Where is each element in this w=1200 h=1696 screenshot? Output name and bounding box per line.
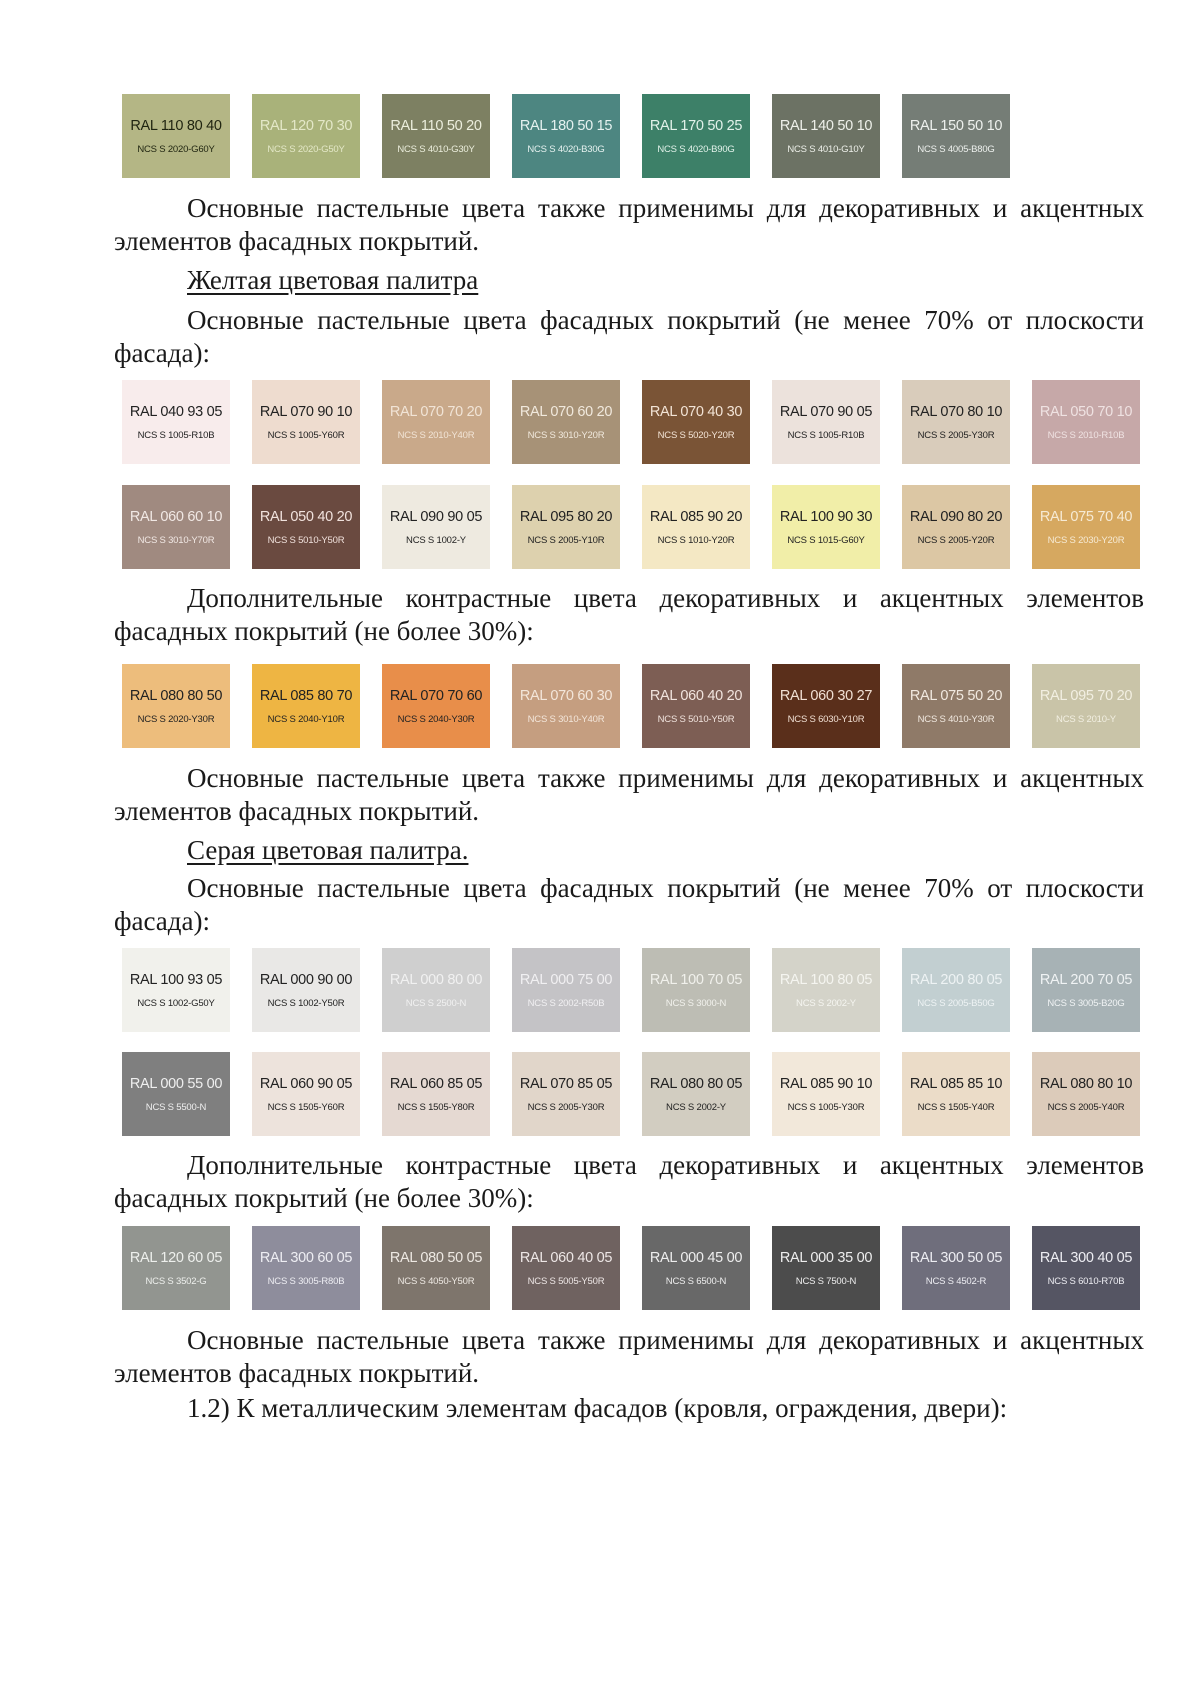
ncs-code: NCS S 2010-R10B: [1047, 429, 1125, 441]
ncs-code: NCS S 1505-Y80R: [397, 1101, 475, 1113]
ncs-code: NCS S 3502-G: [145, 1275, 207, 1287]
color-swatch: [902, 664, 1010, 748]
ncs-code: NCS S 4050-Y50R: [397, 1275, 475, 1287]
color-swatch: [382, 1226, 490, 1310]
ncs-code: NCS S 1002-G50Y: [137, 997, 215, 1009]
ral-code: RAL 085 90 10: [779, 1075, 873, 1092]
ncs-code: NCS S 5020-Y20R: [657, 429, 735, 441]
yellow-palette-row-3: [122, 664, 1140, 748]
ral-code: RAL 085 80 70: [259, 687, 353, 704]
color-swatch: [382, 948, 490, 1032]
ncs-code: NCS S 5005-Y50R: [527, 1275, 605, 1287]
ral-code: RAL 080 50 05: [389, 1249, 483, 1266]
ral-code: RAL 060 30 27: [779, 687, 873, 704]
color-swatch: [642, 1226, 750, 1310]
ncs-code: NCS S 2005-Y40R: [1047, 1101, 1125, 1113]
color-swatch: [642, 380, 750, 464]
paragraph-yellow-contrast: Дополнительные контрастные цвета декоративных и акцентных элементов фасадных покрытий (не более 30%):: [114, 583, 1144, 646]
color-swatch: [772, 948, 880, 1032]
paragraph-gray-note: Основные пастельные цвета также применимы для декоративных и акцентных элементов фасадных покрытий.: [114, 1325, 1144, 1388]
ncs-code: NCS S 4020-B90G: [657, 143, 735, 155]
color-swatch: [252, 1052, 360, 1136]
ncs-code: NCS S 2020-G50Y: [267, 143, 345, 155]
gray-palette-row-3: [122, 1226, 1140, 1310]
paragraph-yellow-main: Основные пастельные цвета фасадных покрытий (не менее 70% от плоскости фасада):: [114, 305, 1144, 368]
ncs-code: NCS S 1505-Y40R: [917, 1101, 995, 1113]
ral-code: RAL 120 70 30: [259, 117, 353, 134]
color-swatch: [902, 380, 1010, 464]
yellow-palette-row-2: [122, 485, 1140, 569]
color-swatch: [382, 94, 490, 178]
ral-code: RAL 200 80 05: [909, 971, 1003, 988]
color-swatch: [122, 664, 230, 748]
ral-code: RAL 060 40 20: [649, 687, 743, 704]
ncs-code: NCS S 3010-Y70R: [137, 534, 215, 546]
ncs-code: NCS S 2020-Y30R: [137, 713, 215, 725]
ncs-code: NCS S 2040-Y30R: [397, 713, 475, 725]
ncs-code: NCS S 6030-Y10R: [787, 713, 865, 725]
color-swatch: [1032, 1052, 1140, 1136]
ral-code: RAL 100 80 05: [779, 971, 873, 988]
ncs-code: NCS S 1505-Y60R: [267, 1101, 345, 1113]
ncs-code: NCS S 2010-Y40R: [397, 429, 475, 441]
ral-code: RAL 300 40 05: [1039, 1249, 1133, 1266]
ral-code: RAL 090 80 20: [909, 508, 1003, 525]
color-swatch: [1032, 485, 1140, 569]
ncs-code: NCS S 2500-N: [405, 997, 467, 1009]
color-swatch: [642, 948, 750, 1032]
ncs-code: NCS S 2005-Y30R: [527, 1101, 605, 1113]
paragraph-green-note: Основные пастельные цвета также применимы для декоративных и акцентных элементов фасадных покрытий.: [114, 193, 1144, 256]
green-palette-row: [122, 94, 1010, 178]
ncs-code: NCS S 1005-Y60R: [267, 429, 345, 441]
ral-code: RAL 000 45 00: [649, 1249, 743, 1266]
gray-palette-row-1: [122, 948, 1140, 1032]
ral-code: RAL 200 70 05: [1039, 971, 1133, 988]
color-swatch: [252, 948, 360, 1032]
color-swatch: [512, 380, 620, 464]
color-swatch: [252, 94, 360, 178]
ncs-code: NCS S 5010-Y50R: [657, 713, 735, 725]
ncs-code: NCS S 1010-Y20R: [657, 534, 735, 546]
color-swatch: [122, 380, 230, 464]
ncs-code: NCS S 4010-Y30R: [917, 713, 995, 725]
color-swatch: [772, 380, 880, 464]
yellow-palette-row-1: [122, 380, 1140, 464]
ral-code: RAL 070 60 20: [519, 403, 613, 420]
color-swatch: [252, 664, 360, 748]
ncs-code: NCS S 6500-N: [665, 1275, 727, 1287]
ncs-code: NCS S 2002-Y: [666, 1101, 726, 1113]
paragraph-metal-elements: 1.2) К металлическим элементам фасадов (кровля, ограждения, двери):: [187, 1393, 1008, 1423]
color-swatch: [1032, 1226, 1140, 1310]
color-swatch: [512, 485, 620, 569]
ncs-code: NCS S 1002-Y50R: [267, 997, 345, 1009]
ral-code: RAL 120 60 05: [129, 1249, 223, 1266]
ral-code: RAL 070 70 20: [389, 403, 483, 420]
ncs-code: NCS S 1002-Y: [406, 534, 466, 546]
ral-code: RAL 000 55 00: [129, 1075, 223, 1092]
ncs-code: NCS S 3005-R80B: [267, 1275, 345, 1287]
ral-code: RAL 100 90 30: [779, 508, 873, 525]
ral-code: RAL 075 50 20: [909, 687, 1003, 704]
color-swatch: [122, 948, 230, 1032]
ncs-code: NCS S 2020-G60Y: [137, 143, 215, 155]
color-swatch: [772, 94, 880, 178]
ncs-code: NCS S 3005-B20G: [1047, 997, 1125, 1009]
ral-code: RAL 000 90 00: [259, 971, 353, 988]
ral-code: RAL 060 60 10: [129, 508, 223, 525]
color-swatch: [512, 664, 620, 748]
ncs-code: NCS S 2005-Y20R: [917, 534, 995, 546]
ncs-code: NCS S 4020-B30G: [527, 143, 605, 155]
ral-code: RAL 070 40 30: [649, 403, 743, 420]
ncs-code: NCS S 4502-R: [925, 1275, 987, 1287]
color-swatch: [772, 1226, 880, 1310]
color-swatch: [512, 1052, 620, 1136]
color-swatch: [1032, 380, 1140, 464]
color-swatch: [772, 664, 880, 748]
ral-code: RAL 110 80 40: [130, 117, 222, 134]
ral-code: RAL 070 70 60: [389, 687, 483, 704]
ral-code: RAL 095 80 20: [519, 508, 613, 525]
ncs-code: NCS S 2005-Y10R: [527, 534, 605, 546]
ral-code: RAL 085 85 10: [909, 1075, 1003, 1092]
ncs-code: NCS S 1005-Y30R: [787, 1101, 865, 1113]
ncs-code: NCS S 1005-R10B: [137, 429, 215, 441]
ncs-code: NCS S 2030-Y20R: [1047, 534, 1125, 546]
color-swatch: [902, 1226, 1010, 1310]
ral-code: RAL 050 70 10: [1039, 403, 1133, 420]
color-swatch: [252, 380, 360, 464]
ral-code: RAL 100 93 05: [129, 971, 223, 988]
ncs-code: NCS S 6010-R70B: [1047, 1275, 1125, 1287]
ral-code: RAL 070 90 05: [779, 403, 873, 420]
ncs-code: NCS S 5500-N: [145, 1101, 207, 1113]
ral-code: RAL 085 90 20: [649, 508, 743, 525]
color-swatch: [772, 1052, 880, 1136]
color-swatch: [382, 1052, 490, 1136]
color-swatch: [122, 94, 230, 178]
ral-code: RAL 140 50 10: [779, 117, 873, 134]
ral-code: RAL 075 70 40: [1039, 508, 1133, 525]
ncs-code: NCS S 4005-B80G: [917, 143, 995, 155]
color-swatch: [642, 664, 750, 748]
ral-code: RAL 300 50 05: [909, 1249, 1003, 1266]
ral-code: RAL 100 70 05: [649, 971, 743, 988]
color-swatch: [772, 485, 880, 569]
ncs-code: NCS S 2002-Y: [796, 997, 856, 1009]
yellow-palette-heading: Желтая цветовая палитра: [187, 265, 479, 295]
ral-code: RAL 170 50 25: [649, 117, 743, 134]
ral-code: RAL 095 70 20: [1039, 687, 1133, 704]
ncs-code: NCS S 2005-B50G: [917, 997, 995, 1009]
color-swatch: [642, 1052, 750, 1136]
color-swatch: [122, 485, 230, 569]
ral-code: RAL 090 90 05: [389, 508, 483, 525]
ral-code: RAL 000 35 00: [779, 1249, 873, 1266]
color-swatch: [902, 948, 1010, 1032]
paragraph-gray-contrast: Дополнительные контрастные цвета декоративных и акцентных элементов фасадных покрытий (не более 30%):: [114, 1150, 1144, 1213]
color-swatch: [642, 94, 750, 178]
color-swatch: [382, 485, 490, 569]
color-swatch: [512, 1226, 620, 1310]
color-swatch: [902, 485, 1010, 569]
ral-code: RAL 070 85 05: [519, 1075, 613, 1092]
ral-code: RAL 300 60 05: [259, 1249, 353, 1266]
ncs-code: NCS S 2040-Y10R: [267, 713, 345, 725]
ral-code: RAL 070 60 30: [519, 687, 613, 704]
color-swatch: [122, 1052, 230, 1136]
ncs-code: NCS S 1005-R10B: [787, 429, 865, 441]
ncs-code: NCS S 2002-R50B: [527, 997, 605, 1009]
ral-code: RAL 050 40 20: [259, 508, 353, 525]
ral-code: RAL 070 80 10: [909, 403, 1003, 420]
color-swatch: [252, 485, 360, 569]
ncs-code: NCS S 1015-G60Y: [787, 534, 865, 546]
color-swatch: [1032, 948, 1140, 1032]
ral-code: RAL 080 80 05: [649, 1075, 743, 1092]
paragraph-yellow-note: Основные пастельные цвета также применимы для декоративных и акцентных элементов фасадных покрытий.: [114, 763, 1144, 826]
color-swatch: [902, 1052, 1010, 1136]
color-swatch: [382, 664, 490, 748]
color-swatch: [252, 1226, 360, 1310]
color-swatch: [512, 948, 620, 1032]
color-swatch: [902, 94, 1010, 178]
ncs-code: NCS S 2005-Y30R: [917, 429, 995, 441]
ral-code: RAL 110 50 20: [390, 117, 482, 134]
color-swatch: [1032, 664, 1140, 748]
ral-code: RAL 040 93 05: [129, 403, 223, 420]
ral-code: RAL 060 40 05: [519, 1249, 613, 1266]
ral-code: RAL 060 90 05: [259, 1075, 353, 1092]
color-swatch: [512, 94, 620, 178]
ncs-code: NCS S 4010-G10Y: [787, 143, 865, 155]
gray-palette-row-2: [122, 1052, 1140, 1136]
ncs-code: NCS S 3010-Y40R: [527, 713, 605, 725]
ral-code: RAL 080 80 50: [129, 687, 223, 704]
color-swatch: [642, 485, 750, 569]
ral-code: RAL 000 80 00: [389, 971, 483, 988]
ncs-code: NCS S 2010-Y: [1056, 713, 1116, 725]
ral-code: RAL 060 85 05: [389, 1075, 483, 1092]
paragraph-gray-main: Основные пастельные цвета фасадных покрытий (не менее 70% от плоскости фасада):: [114, 873, 1144, 936]
color-swatch: [122, 1226, 230, 1310]
ral-code: RAL 180 50 15: [519, 117, 613, 134]
ral-code: RAL 080 80 10: [1039, 1075, 1133, 1092]
ral-code: RAL 150 50 10: [909, 117, 1003, 134]
ral-code: RAL 070 90 10: [259, 403, 353, 420]
ncs-code: NCS S 5010-Y50R: [267, 534, 345, 546]
ral-code: RAL 000 75 00: [519, 971, 613, 988]
color-swatch: [382, 380, 490, 464]
ncs-code: NCS S 3010-Y20R: [527, 429, 605, 441]
ncs-code: NCS S 4010-G30Y: [397, 143, 475, 155]
ncs-code: NCS S 7500-N: [795, 1275, 857, 1287]
gray-palette-heading: Серая цветовая палитра.: [187, 835, 469, 865]
ncs-code: NCS S 3000-N: [665, 997, 727, 1009]
